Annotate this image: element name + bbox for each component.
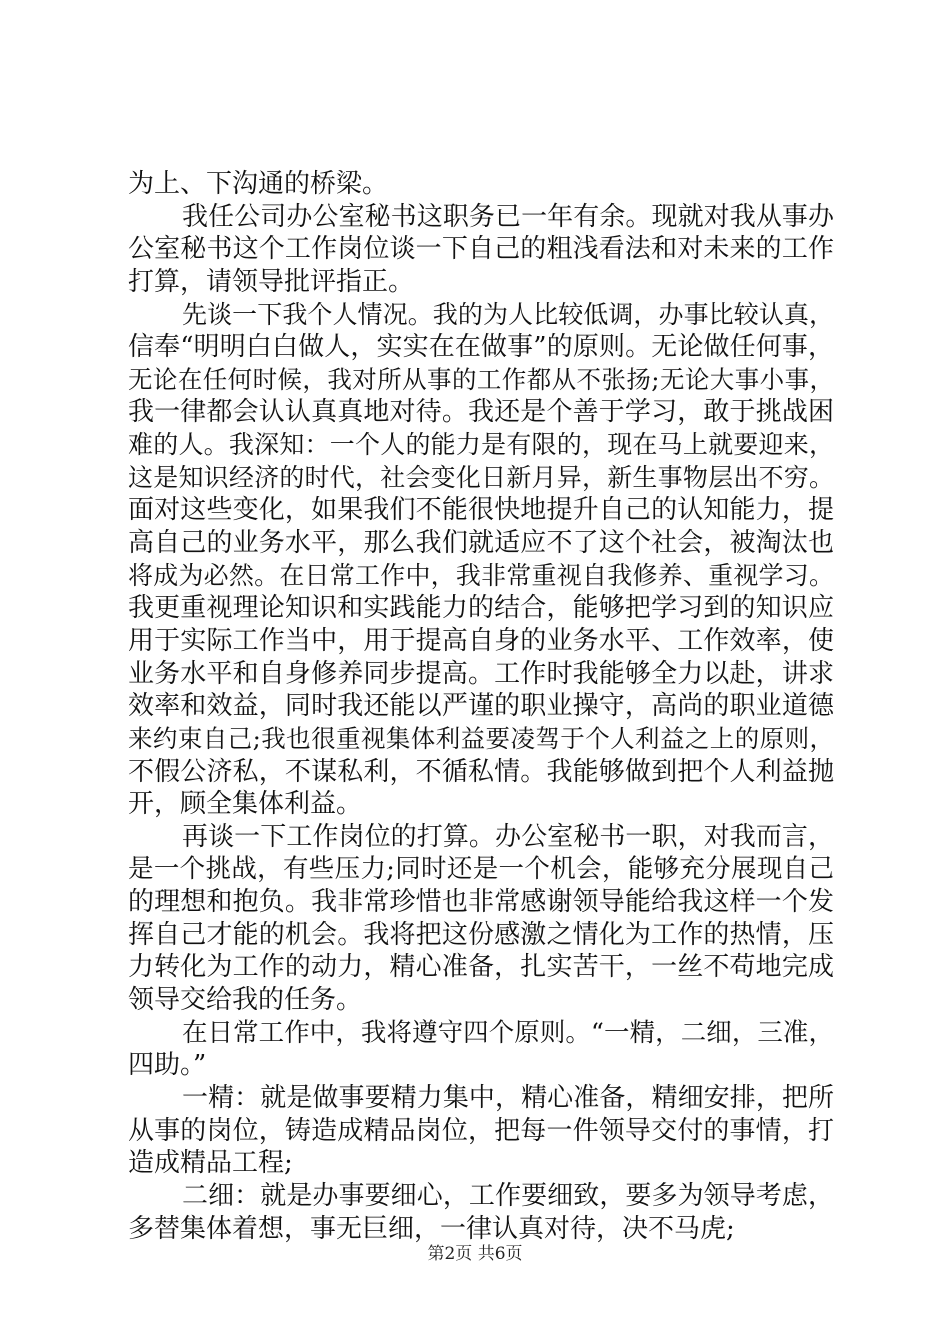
text-line: 无论在任何时候，我对所从事的工作都从不张扬;无论大事小事， (128, 364, 834, 394)
text-line: 挥自己才能的机会。我将把这份感激之情化为工作的热情，压 (128, 919, 834, 950)
text-line: 打算，请领导批评指正。 (128, 266, 415, 297)
text-line: 是一个挑战，有些压力;同时还是一个机会，能够充分展现自己 (128, 854, 834, 885)
text-line: 我任公司办公室秘书这职务已一年有余。现就对我从事办 (182, 201, 834, 232)
text-line: 领导交给我的任务。 (128, 985, 363, 1016)
page-number: 第2页 共6页 (427, 1244, 523, 1264)
text-line: 我一律都会认认真真地对待。我还是个善于学习，敢于挑战困 (128, 397, 834, 428)
text-line: 将成为必然。在日常工作中，我非常重视自我修养、重视学习。 (128, 560, 834, 590)
text-line: 我更重视理论知识和实践能力的结合，能够把学习到的知识应 (128, 593, 834, 624)
text-line: 为上、下沟通的桥梁。 (128, 169, 389, 199)
text-line: 的理想和抱负。我非常珍惜也非常感谢领导能给我这样一个发 (128, 887, 834, 918)
text-line: 面对这些变化，如果我们不能很快地提升自己的认知能力，提 (128, 495, 834, 526)
text-line: 这是知识经济的时代，社会变化日新月异，新生事物层出不穷。 (128, 462, 834, 492)
page-footer (0, 1243, 950, 1265)
text-line: 在日常工作中，我将遵守四个原则。“一精，二细，三准， (182, 1017, 834, 1048)
text-line: 一精：就是做事要精力集中，精心准备，精细安排，把所 (182, 1082, 834, 1113)
text-line: 造成精品工程; (128, 1148, 293, 1179)
text-line: 多替集体着想，事无巨细，一律认真对待，决不马虎; (128, 1213, 735, 1244)
text-line: 难的人。我深知：一个人的能力是有限的，现在马上就要迎来， (128, 430, 834, 460)
text-line: 信奉“明明白白做人，实实在在做事”的原则。无论做任何事， (128, 332, 834, 363)
text-line: 开，顾全集体利益。 (128, 789, 363, 820)
text-line: 从事的岗位，铸造成精品岗位，把每一件领导交付的事情，打 (128, 1115, 834, 1146)
text-line: 不假公济私，不谋私利，不循私情。我能够做到把个人利益抛 (128, 756, 834, 787)
text-line: 高自己的业务水平，那么我们就适应不了这个社会，被淘汰也 (128, 528, 834, 559)
text-line: 四助。” (128, 1050, 207, 1081)
text-line: 效率和效益，同时我还能以严谨的职业操守，高尚的职业道德 (128, 691, 834, 722)
text-line: 业务水平和自身修养同步提高。工作时我能够全力以赴，讲求 (128, 658, 834, 689)
text-line: 先谈一下我个人情况。我的为人比较低调，办事比较认真， (182, 299, 834, 329)
text-line: 再谈一下工作岗位的打算。办公室秘书一职，对我而言， (182, 821, 834, 852)
text-line: 公室秘书这个工作岗位谈一下自己的粗浅看法和对未来的工作 (128, 234, 834, 265)
text-line: 来约束自己;我也很重视集体利益要凌驾于个人利益之上的原则， (128, 723, 834, 753)
text-line: 力转化为工作的动力，精心准备，扎实苦干，一丝不苟地完成 (128, 952, 834, 983)
text-line: 二细：就是办事要细心，工作要细致，要多为领导考虑， (182, 1180, 834, 1211)
document-body (128, 168, 834, 1245)
text-line: 用于实际工作当中，用于提高自身的业务水平、工作效率，使 (128, 625, 834, 656)
